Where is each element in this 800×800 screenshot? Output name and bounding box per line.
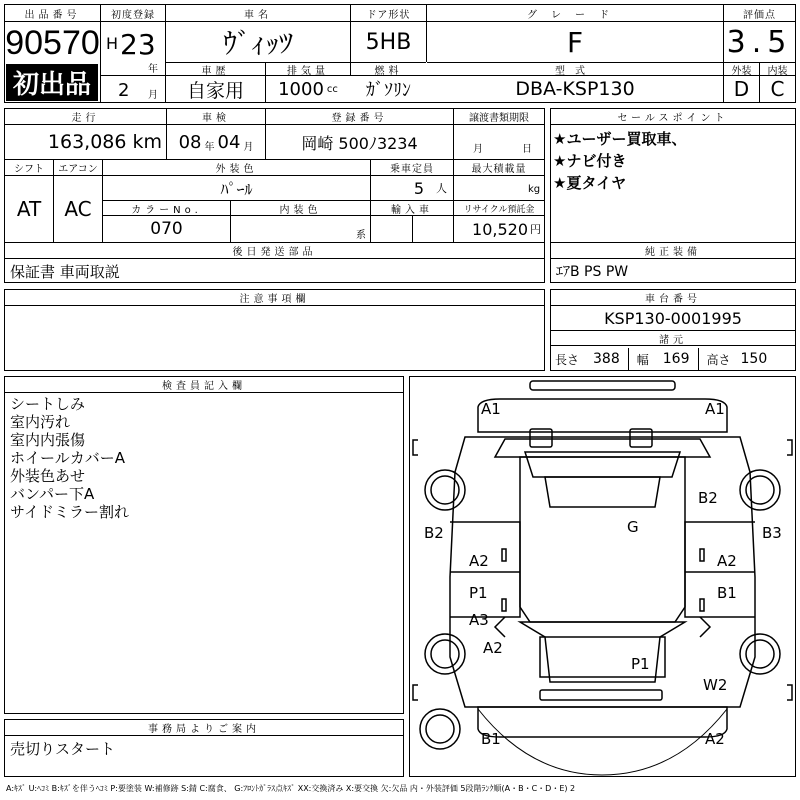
inspector-line: 室内汚れ bbox=[10, 413, 71, 431]
selling-point: ★ナビ付き bbox=[553, 152, 627, 170]
fuel-label: 燃料 bbox=[351, 62, 426, 76]
selling-point: ★ユーザー買取車、 bbox=[553, 130, 687, 148]
displacement-value: 1000 bbox=[278, 78, 324, 100]
era: H bbox=[106, 34, 119, 53]
colorno: 070 bbox=[150, 219, 183, 239]
lot-number: 90570 bbox=[5, 23, 100, 62]
door-type: 5HB bbox=[365, 29, 412, 55]
import-label: 輸入車 bbox=[371, 201, 453, 216]
roof-strip bbox=[530, 381, 675, 390]
front-bumper bbox=[478, 399, 727, 432]
door-label: ドア形状 bbox=[351, 5, 426, 22]
damage-mark: B1 bbox=[717, 584, 737, 602]
tail-strip bbox=[540, 690, 662, 700]
grade-label: グレード bbox=[427, 5, 723, 22]
dims-divider bbox=[698, 348, 699, 370]
len-value: 388 bbox=[593, 351, 620, 367]
inspector-line: サイドミラー割れ bbox=[10, 503, 129, 521]
load-unit: kg bbox=[528, 184, 541, 195]
int-color-label: 内装色 bbox=[231, 201, 370, 216]
genuine-equipment: ｴｱB PS PW bbox=[556, 264, 629, 280]
damage-mark: A1 bbox=[705, 400, 725, 418]
capacity-unit: 人 bbox=[436, 182, 447, 195]
inspection-label: 車検 bbox=[167, 109, 265, 125]
inspector-line: バンパー下A bbox=[10, 485, 95, 503]
damage-mark: A2 bbox=[469, 552, 489, 570]
inspector-line: ホイールカバーA bbox=[10, 449, 125, 467]
recycle-label: リサイクル預託金 bbox=[454, 201, 544, 216]
damage-mark: A3 bbox=[469, 611, 489, 629]
displacement bbox=[266, 76, 350, 102]
ext-grade: D bbox=[733, 77, 750, 101]
load-label: 最大積載量 bbox=[454, 160, 544, 176]
cabin bbox=[520, 457, 685, 622]
dims-label: 諸元 bbox=[551, 330, 795, 346]
ext-color: ﾊﾟｰﾙ bbox=[220, 179, 253, 199]
model: DBA-KSP130 bbox=[515, 78, 635, 100]
reg-number: 岡崎 500ﾉ3234 bbox=[301, 133, 418, 153]
colorno-label: カラーNo. bbox=[103, 201, 230, 216]
transfer-label: 譲渡書類期限 bbox=[454, 109, 544, 125]
insp-year-unit: 年 bbox=[204, 141, 215, 153]
hgt-value: 150 bbox=[740, 351, 768, 367]
damage-mark: A2 bbox=[717, 552, 737, 570]
displacement-label: 排気量 bbox=[266, 62, 350, 76]
capacity-label: 乗車定員 bbox=[371, 160, 453, 176]
insp-month: 04 bbox=[217, 131, 241, 153]
selling-point: ★夏タイヤ bbox=[553, 174, 627, 192]
lot-label: 出品番号 bbox=[5, 5, 100, 22]
selling-points-label: セールスポイント bbox=[551, 109, 795, 125]
wid-label: 幅 bbox=[636, 352, 649, 367]
recycle-unit: 円 bbox=[530, 223, 541, 236]
hood bbox=[495, 439, 710, 457]
first-reg-label: 初度登録 bbox=[101, 5, 165, 22]
chassis-label: 車台番号 bbox=[551, 290, 795, 306]
damage-mark: P1 bbox=[631, 655, 650, 673]
car-name-label: 車名 bbox=[166, 5, 350, 22]
recycle bbox=[454, 216, 544, 242]
capacity-value: 5 bbox=[413, 178, 424, 198]
shift: AT bbox=[16, 197, 42, 221]
insp-month-unit: 月 bbox=[243, 141, 254, 153]
roof bbox=[545, 477, 660, 507]
ext-color-label: 外装色 bbox=[103, 160, 370, 176]
displacement-unit: cc bbox=[326, 83, 338, 95]
recycle-value: 10,520 bbox=[472, 219, 528, 239]
hgt-label: 高さ bbox=[706, 352, 731, 367]
mileage-label: 走行 bbox=[5, 109, 166, 125]
capacity bbox=[371, 176, 453, 200]
score: 3.5 bbox=[726, 24, 793, 60]
damage-mark: A1 bbox=[481, 400, 501, 418]
int-grade: C bbox=[770, 77, 785, 101]
inspector-notes bbox=[10, 395, 129, 521]
grade: F bbox=[566, 25, 584, 59]
rear-area bbox=[520, 622, 685, 682]
dims bbox=[555, 348, 767, 370]
transfer-day: 日 bbox=[522, 144, 532, 155]
year-unit: 年 bbox=[148, 64, 158, 75]
damage-mark: A2 bbox=[483, 639, 503, 657]
notes-label: 注意事項欄 bbox=[5, 290, 544, 306]
damage-mark: B3 bbox=[762, 524, 782, 542]
year: 23 bbox=[120, 28, 156, 61]
rear-bumper bbox=[478, 707, 727, 737]
car-name: ｳﾞｨｯﾂ bbox=[222, 27, 293, 60]
ext-grade-label: 外装 bbox=[724, 62, 759, 76]
car-history: 自家用 bbox=[186, 79, 244, 102]
inspection bbox=[167, 125, 265, 159]
reg-label: 登録番号 bbox=[266, 109, 453, 125]
inspector-line: 室内内張傷 bbox=[10, 431, 86, 449]
mileage-value: 163,086 bbox=[47, 131, 127, 153]
ac: AC bbox=[64, 197, 92, 221]
ac-label: エアコン bbox=[54, 160, 102, 176]
shift-label: シフト bbox=[5, 160, 53, 176]
genuine-label: 純正装備 bbox=[551, 243, 795, 259]
len-label: 長さ bbox=[555, 352, 580, 367]
insp-year: 08 bbox=[178, 131, 202, 153]
legend: A:ｷｽﾞ U:ﾍｺﾐ B:ｷｽﾞを伴うﾍｺﾐ P:要塗装 W:補修跡 S:錆 C:腐食、 G:ﾌﾛﾝﾄｶﾞﾗｽ点ｷｽﾞ XX:交換済み X:要交換 欠:欠品 内・外装評価 5段階ﾗﾝｸ順(A・B・C・D・E) 2 bbox=[6, 783, 576, 793]
later-parts-label: 後日発送部品 bbox=[5, 243, 544, 259]
damage-mark: A2 bbox=[705, 730, 725, 748]
month-unit: 月 bbox=[148, 90, 158, 101]
office-note: 売切りスタート bbox=[10, 739, 116, 758]
first-listing-badge: 初出品 bbox=[6, 64, 98, 101]
wid-value: 169 bbox=[662, 351, 690, 367]
windshield bbox=[525, 452, 680, 477]
damage-mark: B2 bbox=[698, 489, 718, 507]
fuel: ｶﾞｿﾘﾝ bbox=[366, 80, 411, 101]
mileage bbox=[5, 125, 166, 159]
chassis-number: KSP130-0001995 bbox=[604, 308, 742, 328]
selling-points-list bbox=[553, 128, 686, 194]
later-parts: 保証書 車両取説 bbox=[10, 262, 120, 281]
inspector-line: 外装色あせ bbox=[10, 467, 86, 485]
inspector-label: 検査員記入欄 bbox=[5, 377, 403, 393]
office-label: 事務局よりご案内 bbox=[5, 720, 403, 736]
score-label: 評価点 bbox=[724, 5, 795, 22]
damage-mark: W2 bbox=[703, 676, 728, 694]
car-diagram bbox=[410, 377, 795, 776]
month: 2 bbox=[118, 80, 130, 101]
int-grade-label: 内装 bbox=[760, 62, 795, 76]
damage-mark: B2 bbox=[424, 524, 444, 542]
mileage-unit: km bbox=[132, 131, 162, 153]
transfer-month: 月 bbox=[473, 144, 483, 155]
model-label: 型式 bbox=[427, 62, 723, 76]
dims-divider bbox=[628, 348, 629, 370]
history-label: 車歴 bbox=[166, 62, 265, 76]
damage-mark: B1 bbox=[481, 730, 501, 748]
damage-mark: P1 bbox=[469, 584, 488, 602]
inspector-line: シートしみ bbox=[10, 395, 86, 413]
int-color-unit: 系 bbox=[356, 230, 366, 241]
damage-mark: G bbox=[627, 518, 639, 536]
